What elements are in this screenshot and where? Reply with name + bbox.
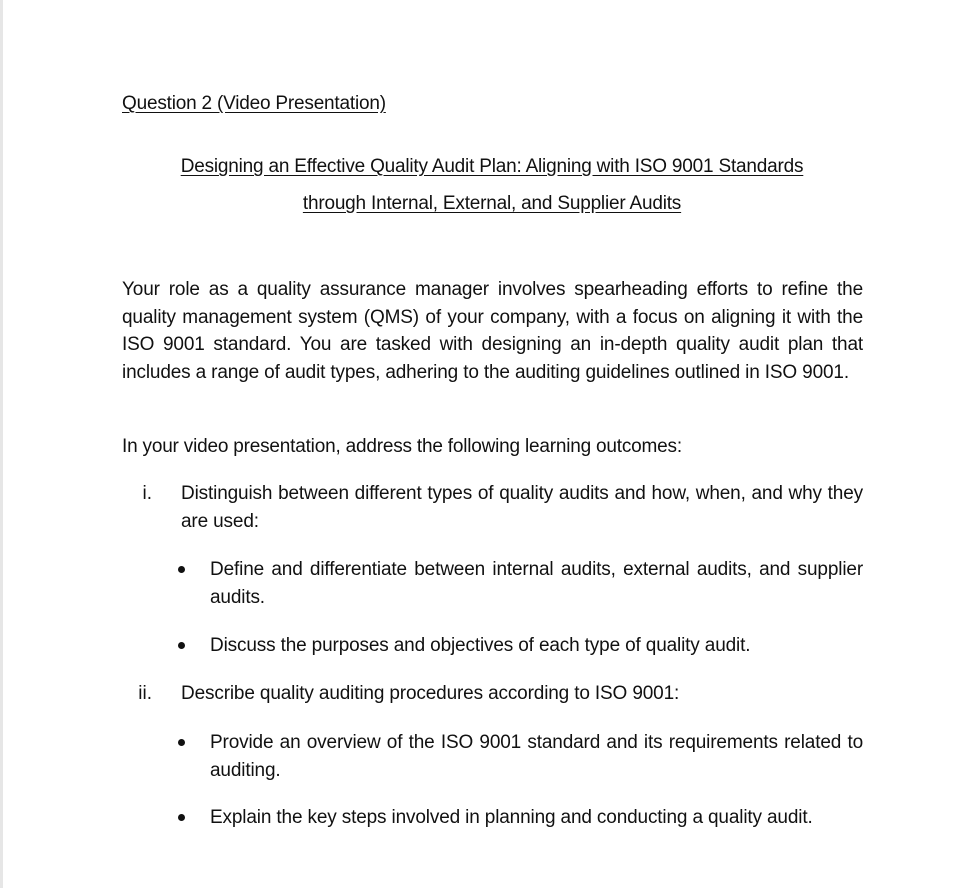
question-heading: Question 2 (Video Presentation) <box>122 93 386 114</box>
intro-paragraph: Your role as a quality assurance manager involves spearheading efforts to refine the quality management system (QMS) of your company, with a focus on aligning it with the ISO 9001 standard. You are tasked with designing an in-depth quality audit plan that includes a range of audit types, adhering to the auditing guidelines outlined in ISO 9001. <box>122 279 863 383</box>
bullet-icon <box>178 642 185 649</box>
title-line-2: through Internal, External, and Supplier Audits <box>302 193 682 214</box>
page-edge-divider <box>0 0 3 888</box>
outcome-text: Distinguish between different types of quality audits and how, when, and why they are used: <box>181 483 863 532</box>
outcome-numeral: ii. <box>138 683 152 704</box>
bullet-icon <box>178 814 185 821</box>
outcome-numeral: i. <box>142 483 152 504</box>
learning-outcomes-prompt: In your video presentation, address the following learning outcomes: <box>122 436 682 457</box>
bullet-icon <box>178 739 185 746</box>
bullet-text: Provide an overview of the ISO 9001 standard and its requirements related to auditing. <box>210 732 863 781</box>
document-title <box>122 148 862 222</box>
bullet-text: Explain the key steps involved in planning and conducting a quality audit. <box>210 807 813 828</box>
bullet-text: Discuss the purposes and objectives of each type of quality audit. <box>210 635 751 656</box>
bullet-icon <box>178 566 185 573</box>
bullet-text: Define and differentiate between internal audits, external audits, and supplier audits. <box>210 559 863 608</box>
outcome-text: Describe quality auditing procedures according to ISO 9001: <box>181 683 680 704</box>
title-line-1: Designing an Effective Quality Audit Plan: Aligning with ISO 9001 Standards <box>180 156 804 177</box>
